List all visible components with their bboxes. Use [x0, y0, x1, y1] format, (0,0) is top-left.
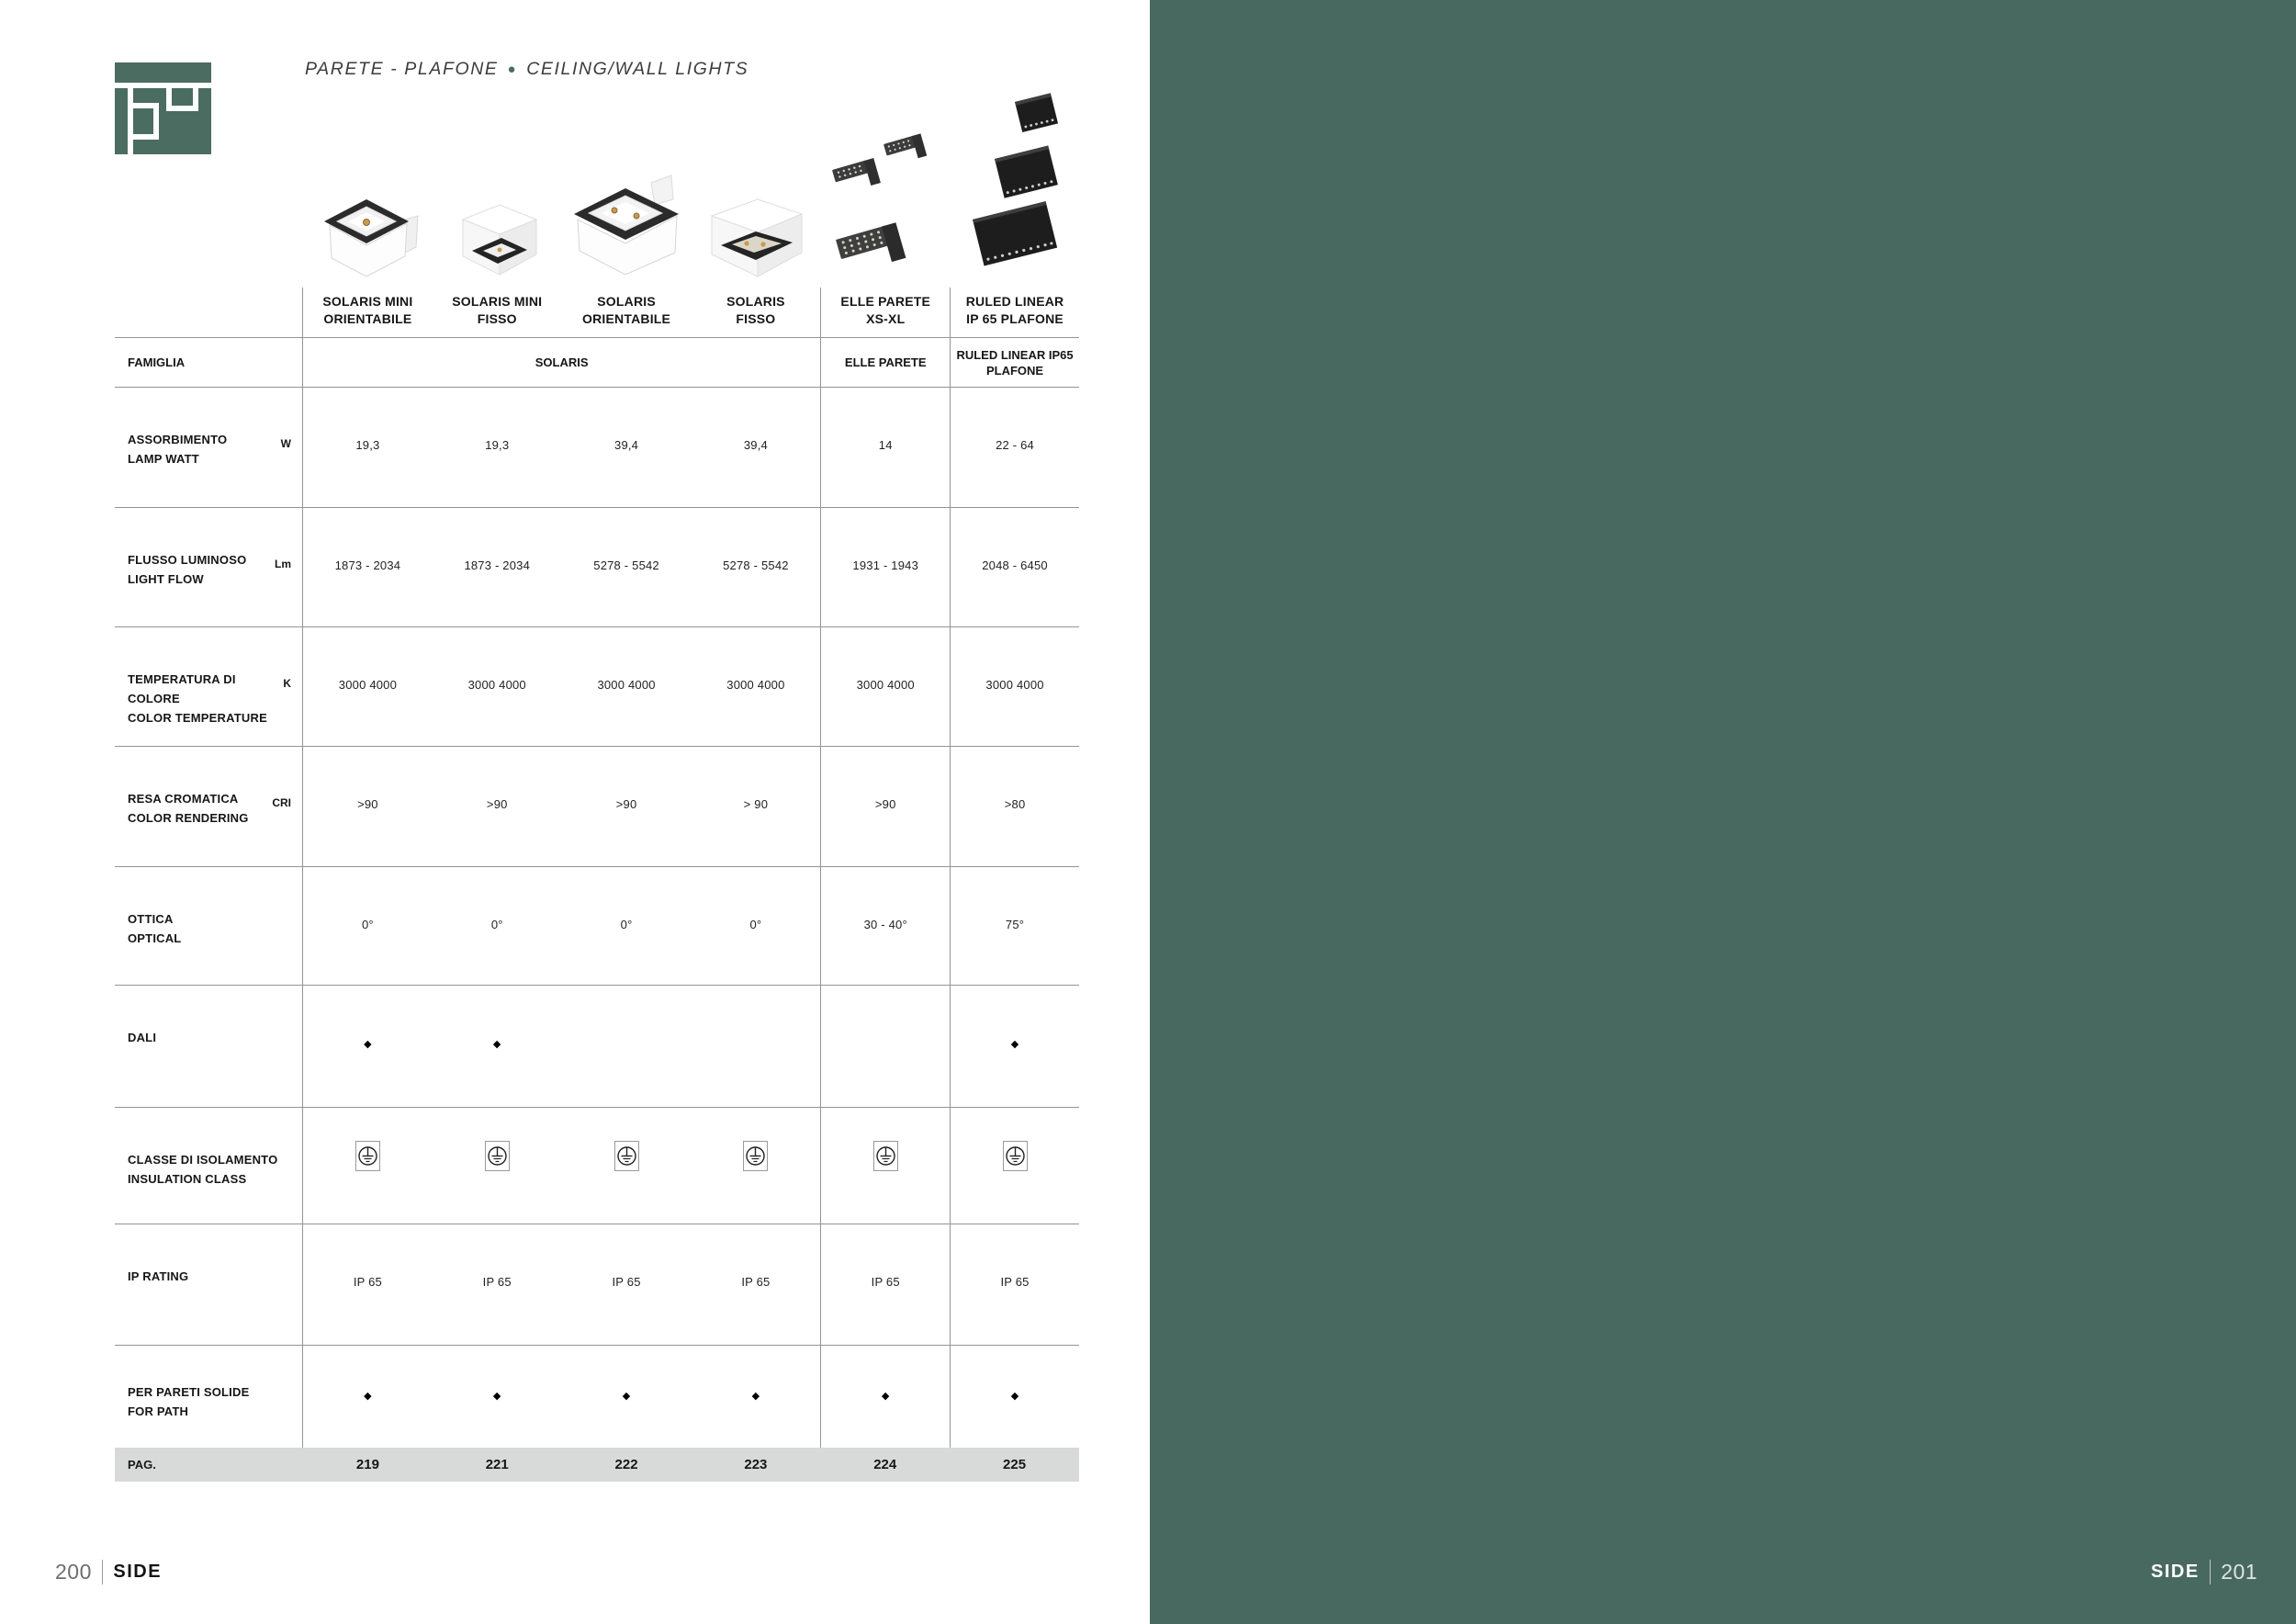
product-comparison-table	[115, 288, 1079, 1482]
footer-right	[2151, 1560, 2257, 1585]
diamond-marker: ◆	[751, 1391, 760, 1402]
famiglia-label: FAMIGLIA	[115, 338, 303, 387]
row-label-it: OTTICA	[128, 912, 174, 926]
row-unit: W	[280, 437, 291, 450]
class-i-earth-icon	[743, 1141, 768, 1171]
row-light-flow	[115, 508, 1079, 627]
row-insulation-class	[115, 1108, 1079, 1224]
value-cell	[691, 986, 820, 1107]
row-label-it: DALI	[128, 1031, 157, 1044]
page-title	[305, 59, 748, 80]
page-title-en: CEILING/WALL LIGHTS	[526, 59, 749, 79]
value-cell: 22 - 64	[950, 388, 1079, 507]
famiglia-group-elle-parete: ELLE PARETE	[820, 338, 950, 387]
value-cell: 2048 - 6450	[950, 508, 1079, 626]
value-cell: IP 65	[820, 1224, 950, 1345]
value-cell: 0°	[620, 918, 633, 931]
green-side-panel	[1150, 0, 2296, 1624]
product-images-row	[303, 88, 1079, 280]
product-image-solaris-fisso	[691, 88, 820, 280]
value-cell: IP 65	[741, 1275, 771, 1289]
row-label-en: COLOR TEMPERATURE	[128, 711, 267, 725]
row-label-en: FOR PATH	[128, 1404, 189, 1418]
footer-divider	[2210, 1560, 2212, 1585]
row-label-en: INSULATION CLASS	[128, 1172, 247, 1186]
page-title-it: PARETE - PLAFONE	[305, 59, 499, 79]
brand-name: SIDE	[113, 1562, 163, 1582]
row-label-it: CLASSE DI ISOLAMENTO	[128, 1153, 278, 1167]
brand-name: SIDE	[2151, 1562, 2200, 1582]
value-cell: >90	[615, 797, 637, 811]
value-cell: IP 65	[950, 1224, 1079, 1345]
row-optical	[115, 867, 1079, 986]
product-name-solaris-mini-fisso: SOLARIS MINI FISSO	[452, 294, 543, 326]
row-color-rendering	[115, 747, 1079, 867]
row-label-en: LAMP WATT	[128, 452, 199, 466]
product-image-ruled-linear-ip65-plafone	[950, 88, 1079, 280]
value-cell: 19,3	[485, 438, 510, 452]
row-label-it: TEMPERATURA DI COLORE	[128, 672, 236, 705]
row-label-it: IP RATING	[128, 1269, 189, 1283]
famiglia-group-solaris: SOLARIS	[535, 355, 589, 369]
value-cell: 0°	[361, 918, 374, 931]
famiglia-row	[115, 337, 1079, 388]
value-cell: 0°	[490, 918, 503, 931]
pag-number: 223	[744, 1457, 768, 1472]
row-for-path	[115, 1346, 1079, 1448]
value-cell: 14	[820, 388, 950, 507]
value-cell: 3000 4000	[950, 627, 1079, 746]
diamond-marker: ◆	[820, 1346, 950, 1448]
pag-number: 221	[485, 1457, 509, 1472]
class-i-earth-icon	[1003, 1141, 1028, 1171]
pag-number: 222	[614, 1457, 638, 1472]
value-cell	[562, 986, 692, 1107]
row-label-en: COLOR RENDERING	[128, 811, 249, 825]
value-cell: IP 65	[482, 1275, 512, 1289]
product-name-solaris-fisso: SOLARIS FISSO	[726, 294, 785, 326]
value-cell: 39,4	[743, 438, 768, 452]
pag-number: 225	[1003, 1457, 1027, 1472]
row-label-en: OPTICAL	[128, 931, 182, 945]
class-i-earth-icon	[355, 1141, 380, 1171]
product-image-solaris-orientabile	[562, 88, 692, 280]
pag-label: PAG.	[128, 1458, 156, 1472]
value-cell: 0°	[749, 918, 762, 931]
class-i-earth-icon	[873, 1141, 898, 1171]
row-label-it: ASSORBIMENTO	[128, 433, 228, 446]
side-green-monogram-logo	[115, 62, 211, 154]
product-image-solaris-mini-orientabile	[303, 88, 433, 280]
footer-divider	[102, 1560, 104, 1585]
value-cell	[820, 986, 950, 1107]
diamond-marker: ◆	[950, 1346, 1079, 1448]
class-i-earth-icon	[485, 1141, 510, 1171]
value-cell: IP 65	[612, 1275, 641, 1289]
class-i-earth-icon	[614, 1141, 639, 1171]
value-cell: 39,4	[614, 438, 639, 452]
value-cell: 75°	[950, 867, 1079, 985]
product-names-row	[115, 288, 1079, 337]
footer-left	[55, 1560, 162, 1585]
value-cell: > 90	[743, 797, 769, 811]
value-cell: >90	[486, 797, 508, 811]
page-reference-bar	[115, 1448, 1079, 1482]
row-lamp-watt	[115, 388, 1079, 508]
value-cell: 30 - 40°	[820, 867, 950, 985]
pag-number: 224	[873, 1457, 897, 1472]
row-ip-rating	[115, 1224, 1079, 1346]
row-label-en: LIGHT FLOW	[128, 572, 204, 586]
row-unit: Lm	[275, 558, 291, 570]
row-unit: K	[283, 677, 291, 690]
page-number-right: 201	[2221, 1560, 2258, 1584]
product-image-elle-parete-xs-xl	[820, 88, 950, 280]
diamond-marker: ◆	[492, 1391, 501, 1402]
value-cell: 3000 4000	[467, 678, 526, 692]
row-dali	[115, 986, 1079, 1108]
value-cell: IP 65	[353, 1275, 382, 1289]
product-name-elle-parete-xs-xl: ELLE PARETE XS-XL	[820, 288, 950, 337]
value-cell: 3000 4000	[820, 627, 950, 746]
row-unit: CRI	[272, 796, 291, 809]
value-cell: >90	[820, 747, 950, 866]
value-cell: 5278 - 5542	[723, 558, 789, 572]
page-number-left: 200	[55, 1560, 92, 1584]
row-color-temperature	[115, 627, 1079, 747]
product-image-solaris-mini-fisso	[433, 88, 562, 280]
logo-icon	[115, 62, 211, 154]
value-cell: 19,3	[355, 438, 380, 452]
row-label-it: PER PARETI SOLIDE	[128, 1385, 250, 1399]
value-cell: >80	[950, 747, 1079, 866]
value-cell: 1931 - 1943	[820, 508, 950, 626]
value-cell: 1873 - 2034	[334, 558, 401, 572]
diamond-marker: ◆	[364, 1391, 372, 1402]
value-cell: 5278 - 5542	[593, 558, 659, 572]
dali-diamond-marker: ◆	[364, 1039, 372, 1050]
famiglia-group-ruled-linear: RULED LINEAR IP65 PLAFONE	[950, 338, 1079, 387]
product-name-ruled-linear-ip65: RULED LINEAR IP 65 PLAFONE	[950, 288, 1079, 337]
diamond-marker: ◆	[622, 1391, 631, 1402]
product-name-solaris-orientabile: SOLARIS ORIENTABILE	[582, 294, 671, 326]
pag-number: 219	[355, 1457, 379, 1472]
value-cell: >90	[357, 797, 378, 811]
row-label-it: FLUSSO LUMINOSO	[128, 553, 247, 567]
green-dot-separator-icon: ●	[507, 62, 518, 77]
value-cell: 3000 4000	[338, 678, 398, 692]
value-cell: 3000 4000	[726, 678, 785, 692]
product-name-solaris-mini-orientabile: SOLARIS MINI ORIENTABILE	[322, 294, 413, 326]
value-cell: 3000 4000	[597, 678, 656, 692]
dali-diamond-marker: ◆	[950, 986, 1079, 1107]
row-label-it: RESA CROMATICA	[128, 792, 239, 806]
dali-diamond-marker: ◆	[492, 1039, 501, 1050]
value-cell: 1873 - 2034	[464, 558, 531, 572]
